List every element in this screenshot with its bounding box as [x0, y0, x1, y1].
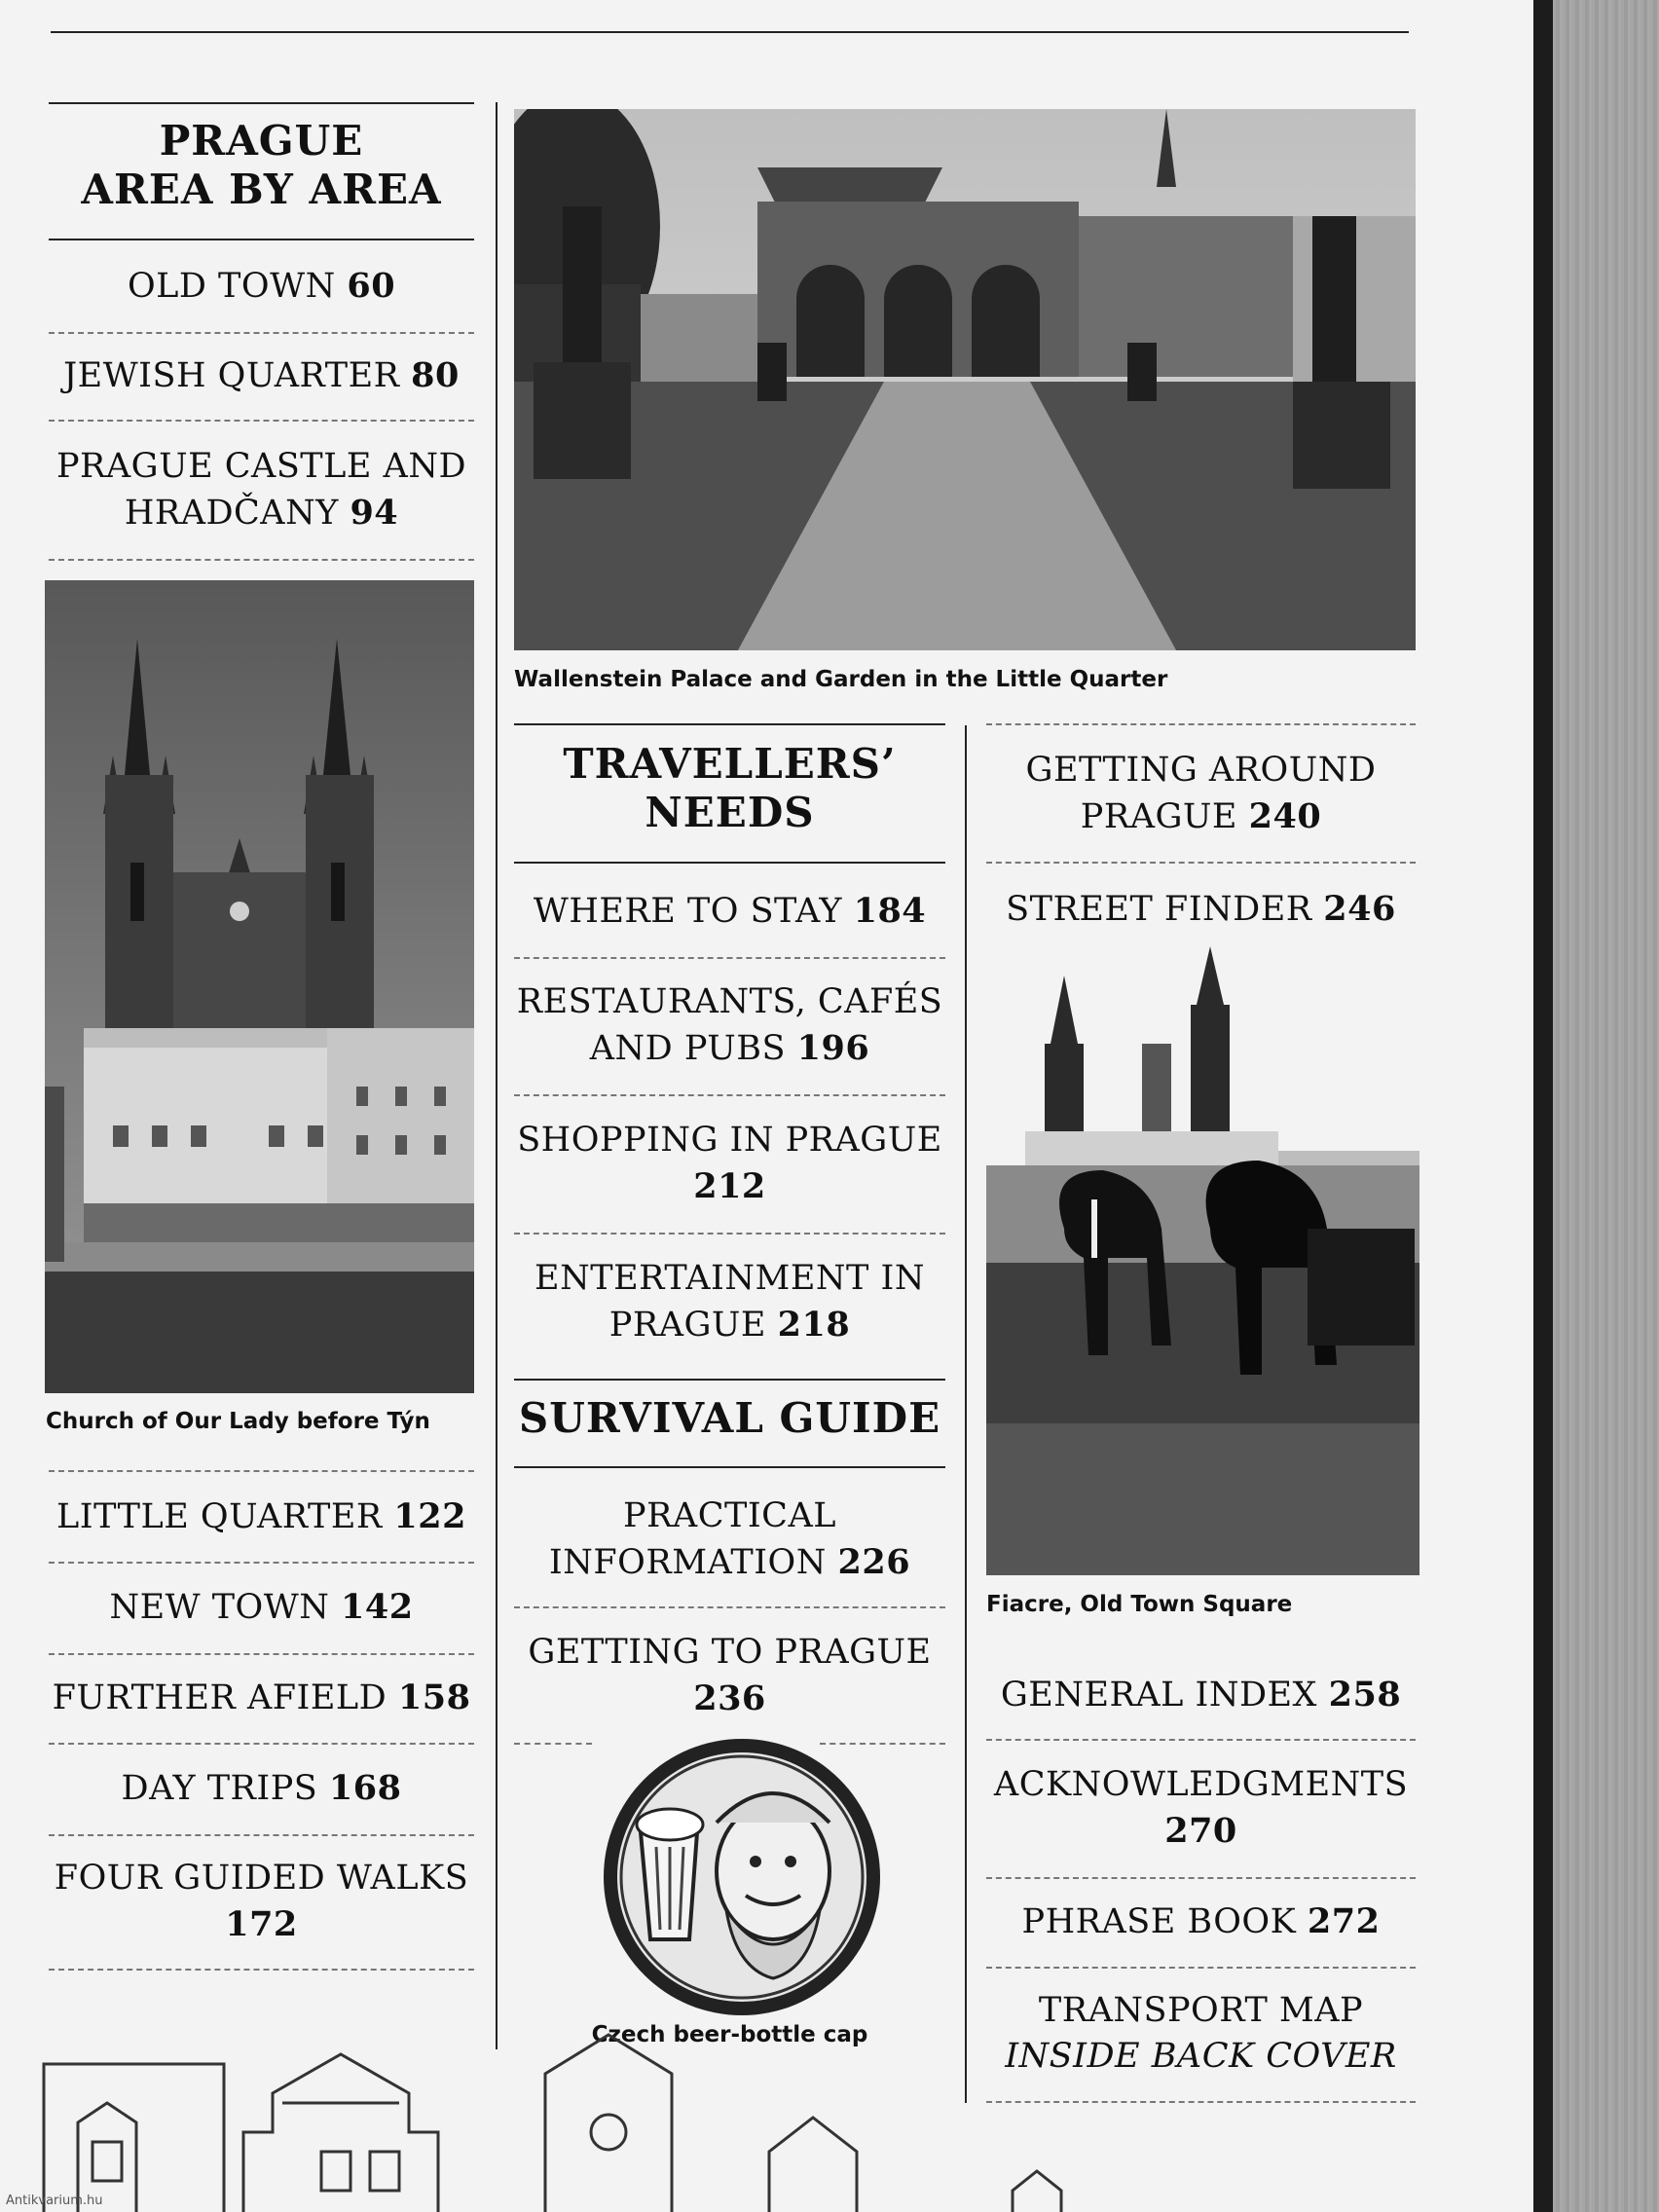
- col2-heading-bottom-rule: [514, 862, 945, 864]
- book-spine-shadow: [1533, 0, 1553, 2212]
- dashed-rule: [986, 862, 1416, 864]
- section-heading-travellers-needs: TRAVELLERS’ NEEDS: [563, 740, 897, 836]
- survival-heading-top-rule: [514, 1379, 945, 1381]
- dashed-rule: [49, 1562, 474, 1564]
- caption-tyn-church: Church of Our Lady before Týn: [46, 1409, 430, 1434]
- dashed-rule: [49, 1653, 474, 1655]
- toc-entry-guided-walks[interactable]: FOUR GUIDED WALKS 172: [54, 1859, 469, 1944]
- top-rule: [51, 31, 1409, 33]
- beer-bottle-cap-image: [600, 1735, 884, 2019]
- section-heading-area-by-area: PRAGUE AREA BY AREA: [81, 117, 442, 213]
- dashed-rule: [49, 559, 474, 561]
- column-divider-left: [496, 102, 498, 2049]
- toc-entry-further-afield[interactable]: FURTHER AFIELD 158: [52, 1677, 471, 1717]
- toc-entry-shopping[interactable]: SHOPPING IN PRAGUE 212: [517, 1121, 942, 1206]
- dashed-rule: [514, 1743, 592, 1745]
- toc-entry-street-finder[interactable]: STREET FINDER 246: [1006, 889, 1396, 929]
- photo-tyn-church: [45, 580, 474, 1393]
- dashed-rule: [49, 1470, 474, 1472]
- toc-entry-new-town[interactable]: NEW TOWN 142: [109, 1587, 414, 1627]
- toc-entry-restaurants[interactable]: RESTAURANTS, CAFÉS AND PUBS 196: [516, 982, 943, 1068]
- toc-entry-practical-information[interactable]: PRACTICAL INFORMATION 226: [548, 1496, 911, 1582]
- caption-beer-cap: Czech beer-bottle cap: [591, 2022, 868, 2047]
- dashed-rule: [514, 1233, 945, 1235]
- dashed-rule: [986, 723, 1416, 725]
- book-cover-edge: [1553, 0, 1659, 2212]
- watermark: Antikvarium.hu: [6, 2194, 103, 2208]
- col1-heading-bottom-rule: [49, 239, 474, 240]
- toc-entry-acknowledgments[interactable]: ACKNOWLEDGMENTS 270: [993, 1765, 1409, 1851]
- toc-entry-prague-castle[interactable]: PRAGUE CASTLE AND HRADČANY 94: [55, 447, 467, 533]
- dashed-rule: [986, 1967, 1416, 1969]
- decorative-building-sketches: [39, 2006, 1110, 2212]
- toc-entry-little-quarter[interactable]: LITTLE QUARTER 122: [56, 1496, 466, 1536]
- dashed-rule: [49, 1834, 474, 1836]
- dashed-rule: [986, 1877, 1416, 1879]
- toc-entry-general-index[interactable]: GENERAL INDEX 258: [1000, 1675, 1402, 1714]
- col2-heading-top-rule: [514, 723, 945, 725]
- section-heading-survival-guide: SURVIVAL GUIDE: [518, 1394, 941, 1442]
- toc-entry-entertainment[interactable]: ENTERTAINMENT IN PRAGUE 218: [535, 1259, 925, 1345]
- toc-entry-where-to-stay[interactable]: WHERE TO STAY 184: [533, 891, 927, 931]
- photo-wallenstein-palace: [514, 109, 1416, 650]
- dashed-rule: [514, 957, 945, 959]
- col1-heading-top-rule: [49, 102, 474, 104]
- survival-heading-bottom-rule: [514, 1466, 945, 1468]
- toc-entry-day-trips[interactable]: DAY TRIPS 168: [121, 1768, 402, 1808]
- dashed-rule: [49, 1743, 474, 1745]
- toc-entry-phrase-book[interactable]: PHRASE BOOK 272: [1021, 1901, 1381, 1941]
- dashed-rule: [986, 1739, 1416, 1741]
- dashed-rule: [49, 332, 474, 334]
- toc-entry-jewish-quarter[interactable]: JEWISH QUARTER 80: [63, 355, 460, 395]
- caption-fiacre: Fiacre, Old Town Square: [986, 1592, 1293, 1617]
- dashed-rule: [514, 1606, 945, 1608]
- toc-entry-getting-around[interactable]: GETTING AROUND PRAGUE 240: [1025, 751, 1377, 836]
- dashed-rule: [49, 420, 474, 422]
- photo-fiacre-old-town-square: [986, 937, 1419, 1575]
- caption-wallenstein-palace: Wallenstein Palace and Garden in the Little Quarter: [514, 667, 1168, 692]
- toc-entry-old-town[interactable]: OLD TOWN 60: [127, 266, 396, 306]
- toc-entry-getting-to-prague[interactable]: GETTING TO PRAGUE 236: [528, 1633, 932, 1718]
- dashed-rule: [49, 1969, 474, 1971]
- toc-entry-transport-map[interactable]: TRANSPORT MAP INSIDE BACK COVER: [1005, 1991, 1397, 2076]
- column-divider-right: [965, 725, 967, 2103]
- dashed-rule: [514, 1094, 945, 1096]
